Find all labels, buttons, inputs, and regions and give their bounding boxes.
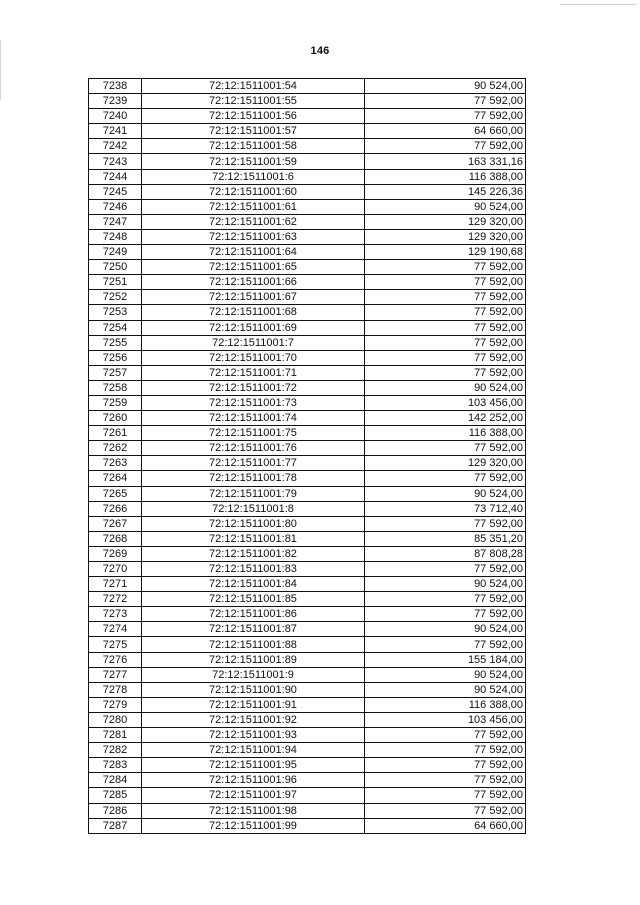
cadastral-value-cell: 116 388,00: [365, 426, 526, 441]
table-row: [89, 124, 526, 139]
cadastral-value-cell: 116 388,00: [365, 169, 526, 184]
row-number-cell: 7259: [89, 395, 142, 410]
row-number-cell: 7239: [89, 94, 142, 109]
cadastral-number-cell: 72:12:1511001:87: [142, 622, 365, 637]
row-number-cell: 7238: [89, 79, 142, 94]
table-row: [89, 682, 526, 697]
cadastral-number-cell: 72:12:1511001:95: [142, 758, 365, 773]
cadastral-value-cell: 103 456,00: [365, 712, 526, 727]
row-number-cell: 7250: [89, 260, 142, 275]
cadastral-value-cell: 90 524,00: [365, 79, 526, 94]
table-row: [89, 365, 526, 380]
cadastral-value-cell: 77 592,00: [365, 758, 526, 773]
cadastral-value-cell: 77 592,00: [365, 320, 526, 335]
row-number-cell: 7245: [89, 184, 142, 199]
row-number-cell: 7240: [89, 109, 142, 124]
table-row: [89, 577, 526, 592]
cadastral-number-cell: 72:12:1511001:97: [142, 788, 365, 803]
table-row: [89, 501, 526, 516]
row-number-cell: 7260: [89, 411, 142, 426]
table-row: [89, 456, 526, 471]
cadastral-number-cell: 72:12:1511001:58: [142, 139, 365, 154]
table-row: [89, 652, 526, 667]
cadastral-value-cell: 142 252,00: [365, 411, 526, 426]
cadastral-value-cell: 77 592,00: [365, 728, 526, 743]
cadastral-number-cell: 72:12:1511001:59: [142, 154, 365, 169]
cadastral-number-cell: 72:12:1511001:88: [142, 637, 365, 652]
cadastral-number-cell: 72:12:1511001:98: [142, 803, 365, 818]
table-row: [89, 275, 526, 290]
table-row: [89, 531, 526, 546]
table-row: [89, 818, 526, 833]
table-row: [89, 184, 526, 199]
cadastral-value-cell: 77 592,00: [365, 365, 526, 380]
cadastral-number-cell: 72:12:1511001:99: [142, 818, 365, 833]
cadastral-value-cell: 90 524,00: [365, 199, 526, 214]
cadastral-number-cell: 72:12:1511001:77: [142, 456, 365, 471]
table-row: [89, 139, 526, 154]
table-row: [89, 592, 526, 607]
row-number-cell: 7244: [89, 169, 142, 184]
cadastral-value-cell: 90 524,00: [365, 682, 526, 697]
row-number-cell: 7254: [89, 320, 142, 335]
cadastral-number-cell: 72:12:1511001:57: [142, 124, 365, 139]
table-row: [89, 697, 526, 712]
row-number-cell: 7247: [89, 214, 142, 229]
table-row: [89, 773, 526, 788]
table-row: [89, 380, 526, 395]
cadastral-number-cell: 72:12:1511001:55: [142, 94, 365, 109]
row-number-cell: 7285: [89, 788, 142, 803]
cadastral-number-cell: 72:12:1511001:78: [142, 471, 365, 486]
cadastral-value-cell: 77 592,00: [365, 803, 526, 818]
cadastral-number-cell: 72:12:1511001:86: [142, 607, 365, 622]
cadastral-number-cell: 72:12:1511001:96: [142, 773, 365, 788]
row-number-cell: 7263: [89, 456, 142, 471]
table-row: [89, 607, 526, 622]
row-number-cell: 7268: [89, 531, 142, 546]
scan-edge-line: [560, 4, 636, 5]
cadastral-value-cell: 129 320,00: [365, 214, 526, 229]
cadastral-number-cell: 72:12:1511001:92: [142, 712, 365, 727]
table-row: [89, 260, 526, 275]
cadastral-value-cell: 77 592,00: [365, 275, 526, 290]
row-number-cell: 7276: [89, 652, 142, 667]
table-row: [89, 320, 526, 335]
cadastral-number-cell: 72:12:1511001:7: [142, 335, 365, 350]
table-row: [89, 788, 526, 803]
table-row: [89, 199, 526, 214]
cadastral-number-cell: 72:12:1511001:76: [142, 441, 365, 456]
table-row: [89, 154, 526, 169]
row-number-cell: 7256: [89, 350, 142, 365]
row-number-cell: 7265: [89, 486, 142, 501]
cadastral-number-cell: 72:12:1511001:8: [142, 501, 365, 516]
cadastral-value-cell: 116 388,00: [365, 697, 526, 712]
cadastral-number-cell: 72:12:1511001:81: [142, 531, 365, 546]
cadastral-value-cell: 64 660,00: [365, 124, 526, 139]
cadastral-number-cell: 72:12:1511001:82: [142, 546, 365, 561]
table-row: [89, 622, 526, 637]
row-number-cell: 7270: [89, 562, 142, 577]
cadastral-value-cell: 90 524,00: [365, 577, 526, 592]
cadastral-number-cell: 72:12:1511001:70: [142, 350, 365, 365]
table-row: [89, 79, 526, 94]
cadastral-value-cell: 90 524,00: [365, 622, 526, 637]
cadastral-value-cell: 145 226,36: [365, 184, 526, 199]
table-row: [89, 637, 526, 652]
row-number-cell: 7248: [89, 229, 142, 244]
row-number-cell: 7283: [89, 758, 142, 773]
cadastral-value-cell: 77 592,00: [365, 607, 526, 622]
table-row: [89, 516, 526, 531]
cadastral-value-cell: 129 190,68: [365, 245, 526, 260]
cadastral-number-cell: 72:12:1511001:79: [142, 486, 365, 501]
cadastral-value-cell: 129 320,00: [365, 456, 526, 471]
table-row: [89, 712, 526, 727]
row-number-cell: 7282: [89, 743, 142, 758]
cadastral-number-cell: 72:12:1511001:89: [142, 652, 365, 667]
cadastral-number-cell: 72:12:1511001:63: [142, 229, 365, 244]
row-number-cell: 7279: [89, 697, 142, 712]
table-row: [89, 667, 526, 682]
row-number-cell: 7278: [89, 682, 142, 697]
cadastral-value-cell: 129 320,00: [365, 229, 526, 244]
table-body: [89, 79, 526, 834]
cadastral-number-cell: 72:12:1511001:60: [142, 184, 365, 199]
cadastral-value-cell: 77 592,00: [365, 260, 526, 275]
cadastral-number-cell: 72:12:1511001:72: [142, 380, 365, 395]
cadastral-number-cell: 72:12:1511001:68: [142, 305, 365, 320]
table-row: [89, 743, 526, 758]
row-number-cell: 7275: [89, 637, 142, 652]
row-number-cell: 7264: [89, 471, 142, 486]
cadastral-number-cell: 72:12:1511001:62: [142, 214, 365, 229]
cadastral-number-cell: 72:12:1511001:61: [142, 199, 365, 214]
cadastral-number-cell: 72:12:1511001:93: [142, 728, 365, 743]
cadastral-value-cell: 77 592,00: [365, 562, 526, 577]
row-number-cell: 7266: [89, 501, 142, 516]
row-number-cell: 7258: [89, 380, 142, 395]
cadastral-number-cell: 72:12:1511001:91: [142, 697, 365, 712]
cadastral-number-cell: 72:12:1511001:80: [142, 516, 365, 531]
row-number-cell: 7280: [89, 712, 142, 727]
row-number-cell: 7246: [89, 199, 142, 214]
table-row: [89, 486, 526, 501]
cadastral-number-cell: 72:12:1511001:54: [142, 79, 365, 94]
table-row: [89, 471, 526, 486]
table-row: [89, 803, 526, 818]
table-row: [89, 728, 526, 743]
cadastral-value-cell: 103 456,00: [365, 395, 526, 410]
table-row: [89, 214, 526, 229]
cadastral-number-cell: 72:12:1511001:69: [142, 320, 365, 335]
cadastral-number-cell: 72:12:1511001:75: [142, 426, 365, 441]
cadastral-value-cell: 77 592,00: [365, 516, 526, 531]
row-number-cell: 7271: [89, 577, 142, 592]
cadastral-value-cell: 77 592,00: [365, 139, 526, 154]
table-row: [89, 305, 526, 320]
cadastral-number-cell: 72:12:1511001:67: [142, 290, 365, 305]
row-number-cell: 7253: [89, 305, 142, 320]
row-number-cell: 7243: [89, 154, 142, 169]
cadastral-value-cell: 163 331,16: [365, 154, 526, 169]
row-number-cell: 7251: [89, 275, 142, 290]
table-row: [89, 245, 526, 260]
cadastral-value-table: [88, 78, 526, 834]
cadastral-number-cell: 72:12:1511001:66: [142, 275, 365, 290]
row-number-cell: 7269: [89, 546, 142, 561]
cadastral-number-cell: 72:12:1511001:85: [142, 592, 365, 607]
table-row: [89, 758, 526, 773]
cadastral-number-cell: 72:12:1511001:71: [142, 365, 365, 380]
cadastral-value-cell: 77 592,00: [365, 592, 526, 607]
cadastral-value-cell: 85 351,20: [365, 531, 526, 546]
row-number-cell: 7284: [89, 773, 142, 788]
table-row: [89, 441, 526, 456]
cadastral-number-cell: 72:12:1511001:83: [142, 562, 365, 577]
cadastral-value-cell: 77 592,00: [365, 743, 526, 758]
table-row: [89, 229, 526, 244]
cadastral-number-cell: 72:12:1511001:74: [142, 411, 365, 426]
cadastral-number-cell: 72:12:1511001:84: [142, 577, 365, 592]
table-row: [89, 562, 526, 577]
cadastral-value-cell: 73 712,40: [365, 501, 526, 516]
cadastral-value-cell: 64 660,00: [365, 818, 526, 833]
cadastral-number-cell: 72:12:1511001:56: [142, 109, 365, 124]
cadastral-number-cell: 72:12:1511001:90: [142, 682, 365, 697]
table-row: [89, 335, 526, 350]
cadastral-value-cell: 77 592,00: [365, 471, 526, 486]
row-number-cell: 7272: [89, 592, 142, 607]
cadastral-value-cell: 77 592,00: [365, 637, 526, 652]
row-number-cell: 7257: [89, 365, 142, 380]
cadastral-value-cell: 90 524,00: [365, 486, 526, 501]
cadastral-value-cell: 87 808,28: [365, 546, 526, 561]
cadastral-value-cell: 77 592,00: [365, 335, 526, 350]
cadastral-value-cell: 90 524,00: [365, 667, 526, 682]
row-number-cell: 7261: [89, 426, 142, 441]
page-number: 146: [310, 45, 330, 57]
row-number-cell: 7252: [89, 290, 142, 305]
row-number-cell: 7255: [89, 335, 142, 350]
row-number-cell: 7241: [89, 124, 142, 139]
table-row: [89, 350, 526, 365]
cadastral-value-cell: 77 592,00: [365, 94, 526, 109]
cadastral-value-cell: 77 592,00: [365, 773, 526, 788]
cadastral-value-cell: 77 592,00: [365, 441, 526, 456]
row-number-cell: 7249: [89, 245, 142, 260]
table-row: [89, 395, 526, 410]
cadastral-value-cell: 77 592,00: [365, 109, 526, 124]
cadastral-value-cell: 77 592,00: [365, 788, 526, 803]
cadastral-value-cell: 77 592,00: [365, 290, 526, 305]
table-row: [89, 94, 526, 109]
cadastral-table-container: [88, 78, 526, 834]
cadastral-number-cell: 72:12:1511001:9: [142, 667, 365, 682]
row-number-cell: 7242: [89, 139, 142, 154]
cadastral-number-cell: 72:12:1511001:6: [142, 169, 365, 184]
cadastral-number-cell: 72:12:1511001:94: [142, 743, 365, 758]
row-number-cell: 7277: [89, 667, 142, 682]
row-number-cell: 7262: [89, 441, 142, 456]
row-number-cell: 7273: [89, 607, 142, 622]
cadastral-value-cell: 90 524,00: [365, 380, 526, 395]
cadastral-number-cell: 72:12:1511001:64: [142, 245, 365, 260]
cadastral-value-cell: 77 592,00: [365, 350, 526, 365]
cadastral-value-cell: 77 592,00: [365, 305, 526, 320]
table-row: [89, 426, 526, 441]
row-number-cell: 7274: [89, 622, 142, 637]
table-row: [89, 411, 526, 426]
table-row: [89, 109, 526, 124]
table-row: [89, 169, 526, 184]
cadastral-number-cell: 72:12:1511001:73: [142, 395, 365, 410]
row-number-cell: 7286: [89, 803, 142, 818]
table-row: [89, 290, 526, 305]
row-number-cell: 7267: [89, 516, 142, 531]
row-number-cell: 7287: [89, 818, 142, 833]
cadastral-number-cell: 72:12:1511001:65: [142, 260, 365, 275]
cadastral-value-cell: 155 184,00: [365, 652, 526, 667]
row-number-cell: 7281: [89, 728, 142, 743]
table-row: [89, 546, 526, 561]
